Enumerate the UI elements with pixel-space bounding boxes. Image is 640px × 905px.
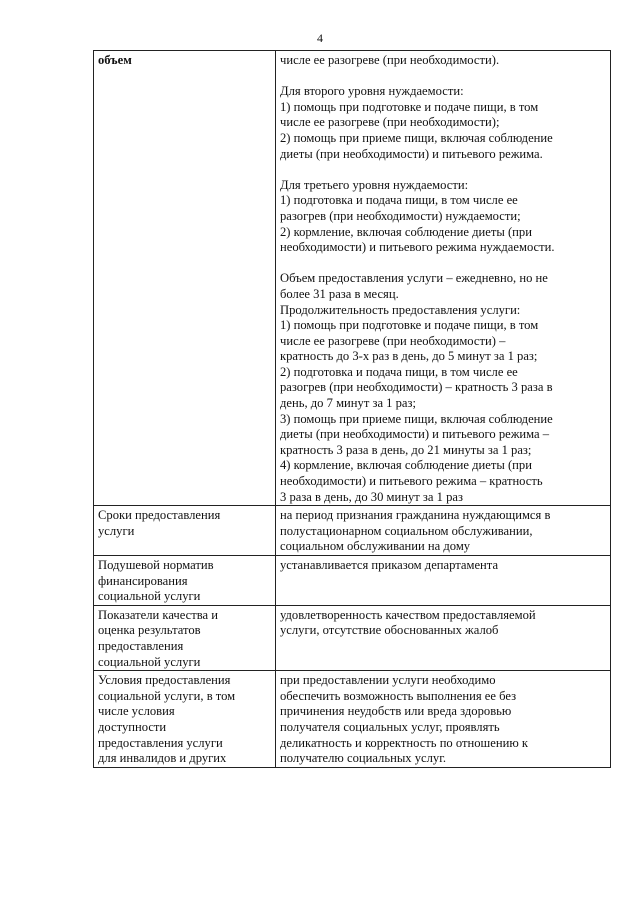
page-number: 4 — [317, 31, 323, 45]
text-line: диеты (при необходимости) и питьевого режима – — [280, 427, 550, 442]
text-line: обеспечить возможность выполнения ее без — [280, 688, 517, 703]
text-line: 4) кормление, включая соблюдение диеты (при — [280, 458, 532, 473]
row-value-conditions — [276, 671, 611, 768]
text-line: Для второго уровня нуждаемости: — [280, 84, 464, 99]
blank-line — [280, 256, 606, 272]
row-label-volume: объем — [94, 51, 276, 506]
text-line: диеты (при необходимости) и питьевого режима. — [280, 146, 543, 161]
text-line: разогрев (при необходимости) нуждаемости; — [280, 208, 521, 223]
row-value-terms — [276, 506, 611, 556]
text-line: 1) подготовка и подача пищи, в том числе ее — [280, 193, 518, 208]
text-line: удовлетворенность качеством предоставляемой — [280, 607, 536, 622]
text-line: получателю социальных услуг. — [280, 751, 447, 766]
text-line: получателя социальных услуг, проявлять — [280, 719, 500, 734]
blank-line — [280, 162, 606, 178]
table-row-volume — [94, 51, 611, 506]
text-line: 3) помощь при приеме пищи, включая соблюдение — [280, 411, 553, 426]
text-line: 2) подготовка и подача пищи, в том числе ее — [280, 364, 518, 379]
table-row-terms — [94, 506, 611, 556]
text-line: необходимости) и питьевого режима нуждаемости. — [280, 240, 555, 255]
text-line: Объем предоставления услуги – ежедневно, но не — [280, 271, 548, 286]
blank-line — [280, 69, 606, 85]
text-line: день, до 7 минут за 1 раз; — [280, 396, 416, 411]
row-value-financing — [276, 556, 611, 606]
row-label-terms: Сроки предоставления услуги — [94, 506, 276, 556]
table-row-financing — [94, 556, 611, 606]
text-line: кратность до 3-х раз в день, до 5 минут за 1 раз; — [280, 349, 538, 364]
text-line: 2) кормление, включая соблюдение диеты (при — [280, 224, 532, 239]
service-standard-table — [93, 50, 611, 768]
text-line: 3 раза в день, до 30 минут за 1 раз — [280, 489, 463, 504]
row-value-volume — [276, 51, 611, 506]
text-line: необходимости) и питьевого режима – кратность — [280, 474, 543, 489]
table-body — [94, 51, 611, 768]
text-line: числе ее разогреве (при необходимости) – — [280, 333, 506, 348]
text-line: числе ее разогреве (при необходимости). — [280, 53, 500, 67]
text-line: Продолжительность предоставления услуги: — [280, 302, 521, 317]
text-line: деликатность и корректность по отношению к — [280, 735, 528, 750]
text-line: социальном обслуживании на дому — [280, 539, 471, 554]
row-label-conditions: Условия предоставления социальной услуги, в том числе условия доступности предоставления услуги для инвалидов и других — [94, 671, 276, 768]
row-value-quality — [276, 605, 611, 670]
text-line: 2) помощь при приеме пищи, включая соблюдение — [280, 130, 553, 145]
text-line: устанавливается приказом департамента — [280, 558, 499, 572]
row-label-quality: Показатели качества и оценка результатов предоставления социальной услуги — [94, 605, 276, 670]
table-row-conditions — [94, 671, 611, 768]
text-line: Для третьего уровня нуждаемости: — [280, 177, 469, 192]
text-line: более 31 раза в месяц. — [280, 286, 399, 301]
text-line: числе ее разогреве (при необходимости); — [280, 115, 500, 130]
text-line: кратность 3 раза в день, до 21 минуты за 1 раз; — [280, 442, 532, 457]
text-line: полустационарном социальном обслуживании, — [280, 523, 533, 538]
table-row-quality — [94, 605, 611, 670]
row-label-financing: Подушевой норматив финансирования социальной услуги — [94, 556, 276, 606]
text-line: 1) помощь при подготовке и подаче пищи, в том — [280, 99, 539, 114]
text-line: 1) помощь при подготовке и подаче пищи, в том — [280, 318, 539, 333]
text-line: при предоставлении услуги необходимо — [280, 673, 496, 688]
text-line: услуги, отсутствие обоснованных жалоб — [280, 623, 499, 638]
text-line: на период признания гражданина нуждающимся в — [280, 508, 551, 523]
text-line: причинения неудобств или вреда здоровью — [280, 704, 512, 719]
text-line: разогрев (при необходимости) – кратность 3 раза в — [280, 380, 553, 395]
